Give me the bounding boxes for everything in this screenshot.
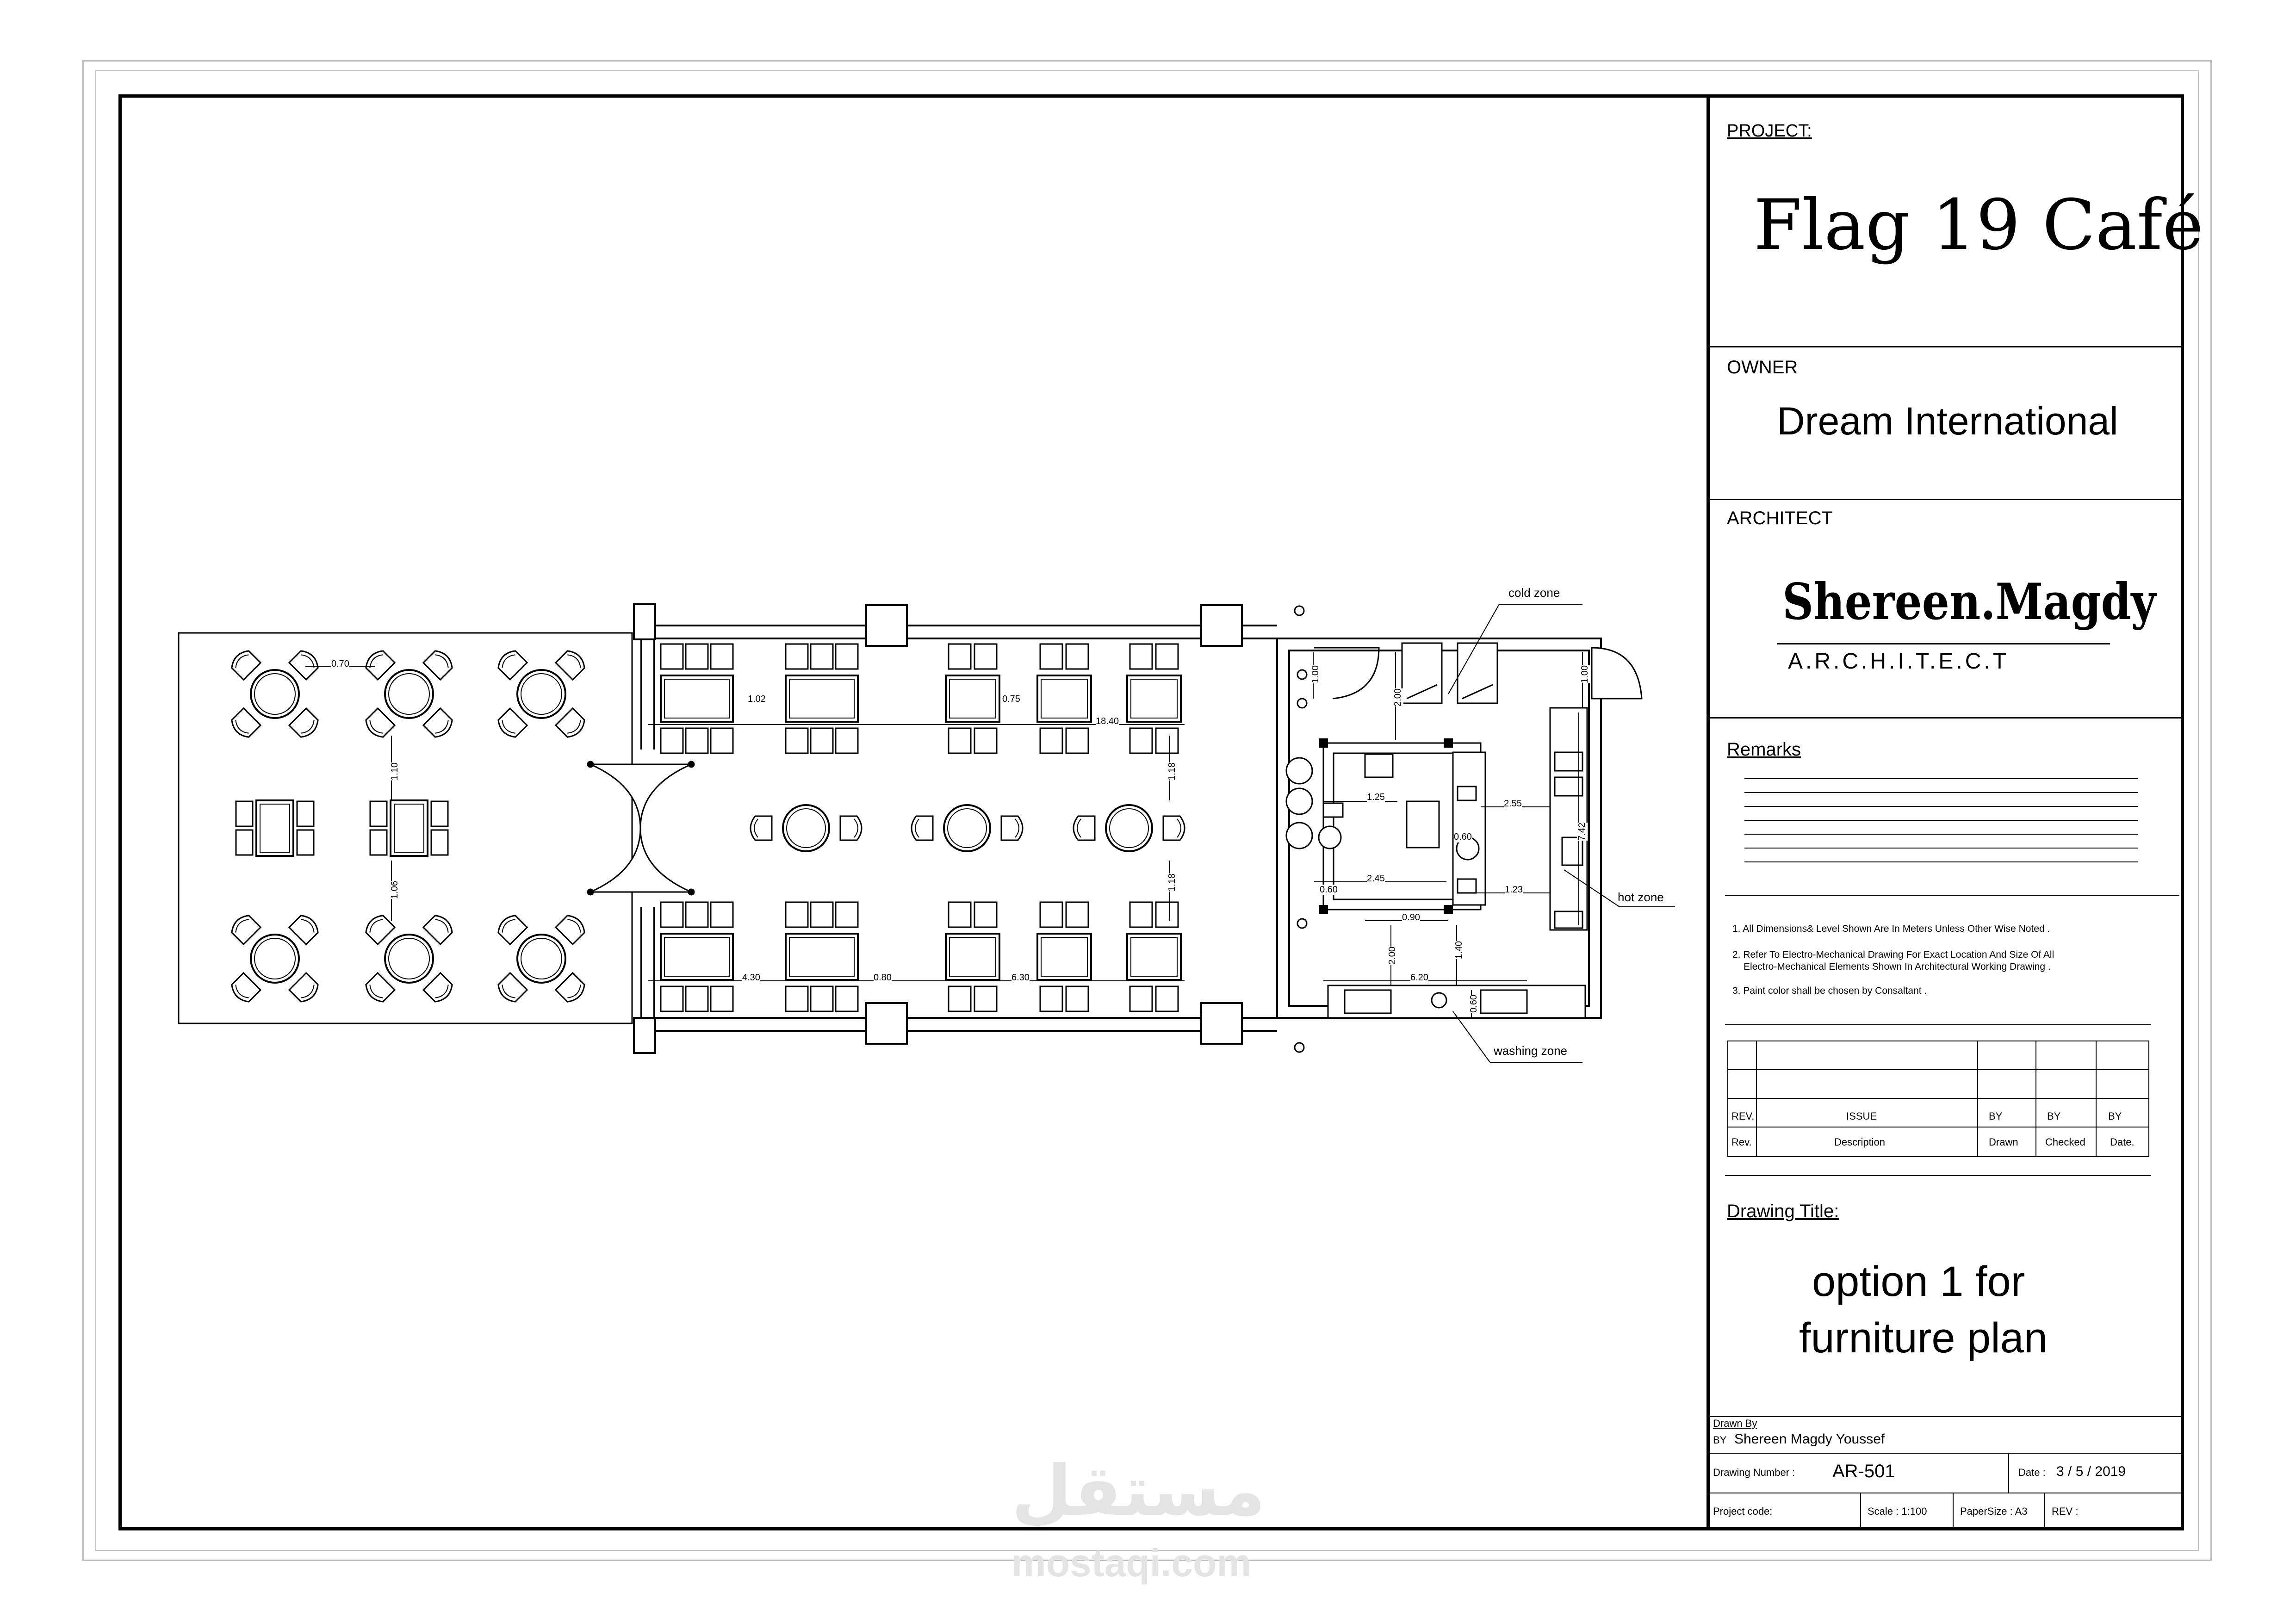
dim-label: 1.25 (1367, 792, 1385, 802)
rev-sub-description: Description (1834, 1136, 1886, 1148)
rev-header-issue: ISSUE (1846, 1110, 1877, 1122)
wall-pier (634, 1018, 655, 1053)
drawing-title-label: Drawing Title: (1727, 1201, 1839, 1221)
rev-sub-rev: Rev. (1731, 1136, 1752, 1148)
project-name: Flag 19 Café (1754, 185, 2204, 266)
dim-label: 7.42 (1576, 823, 1587, 841)
dim-label: 4.30 (742, 973, 760, 983)
dim-label: 1.18 (1167, 762, 1177, 781)
rev-header-by-date: BY (2108, 1110, 2122, 1122)
drawing-number: AR-501 (1832, 1461, 1895, 1481)
date-value: 3 / 5 / 2019 (2056, 1464, 2126, 1479)
drawn-by-name: Shereen Magdy Youssef (1734, 1431, 1885, 1447)
watermark-latin: mostaqi.com (1011, 1541, 1252, 1585)
dim-label: 2.45 (1367, 873, 1385, 884)
dim-label: 1.23 (1505, 885, 1523, 895)
dim-label: 1.10 (389, 762, 400, 781)
column (1201, 1003, 1242, 1044)
dim-label: 0.60 (1468, 995, 1479, 1013)
washing-zone-sinks (1328, 985, 1585, 1018)
dim-label: 2.55 (1504, 799, 1522, 809)
scale-label: Scale : 1:100 (1868, 1505, 1927, 1517)
dining-round-table (1074, 805, 1185, 851)
rev-sub-date: Date. (2110, 1136, 2135, 1148)
dining-round-table (751, 805, 862, 851)
kitchen-door (1592, 648, 1642, 699)
drawn-by-label: Drawn By (1713, 1418, 1757, 1429)
rev-header-by-drawn: BY (1989, 1110, 2003, 1122)
cold-zone-label: cold zone (1508, 586, 1560, 600)
drawing-number-label: Drawing Number : (1713, 1467, 1795, 1478)
owner-name: Dream International (1777, 399, 2118, 443)
note-3: 3. Paint color shall be chosen by Consaltant . (1732, 985, 1927, 996)
drawn-by-prefix: BY (1713, 1434, 1727, 1446)
dim-label: 6.20 (1410, 973, 1428, 983)
drawing-title-line2: furniture plan (1799, 1314, 2048, 1362)
dim-label: 18.40 (1096, 716, 1119, 726)
dining-booth (1037, 644, 1091, 753)
column (1201, 605, 1242, 646)
dining-booth (946, 902, 999, 1011)
dim-label: 1.18 (1167, 873, 1177, 892)
dining-booth (786, 902, 858, 1011)
owner-label: OWNER (1727, 357, 1798, 378)
dim-label: 2.00 (1392, 688, 1403, 706)
interior-door (1314, 648, 1379, 699)
dining-booth (1037, 902, 1091, 1011)
rev-label: REV : (2052, 1505, 2079, 1517)
washing-zone-label: washing zone (1494, 1044, 1567, 1058)
rev-header-by-checked: BY (2047, 1110, 2061, 1122)
dining-booth (661, 644, 733, 753)
dim-label: 1.00 (1579, 665, 1590, 683)
dim-label: 0.90 (1402, 912, 1420, 923)
architect-name: Shereen.Magdy (1782, 573, 2156, 631)
drawing-title-line1: option 1 for (1812, 1258, 2025, 1305)
dim-label: 1.02 (748, 694, 766, 704)
dim-label: 0.60 (1320, 885, 1338, 895)
dining-round-table (912, 805, 1023, 851)
remarks-label: Remarks (1727, 739, 1801, 760)
project-code-label: Project code: (1713, 1505, 1773, 1517)
architect-label: ARCHITECT (1727, 508, 1833, 528)
column (866, 605, 907, 646)
dim-label: 0.70 (331, 659, 349, 669)
rev-sub-drawn: Drawn (1989, 1136, 2018, 1148)
paper-size-label: PaperSize : A3 (1960, 1505, 2028, 1517)
note-2: 2. Refer To Electro-Mechanical Drawing For Exact Location And Size Of All (1732, 949, 2054, 960)
dining-booth (946, 644, 999, 753)
rev-header-rev: REV. (1731, 1110, 1755, 1122)
note-2-cont: Electro-Mechanical Elements Shown In Architectural Working Drawing . (1744, 961, 2051, 972)
architect-subtitle: A.R.C.H.I.T.E.C.T (1788, 649, 2010, 674)
dim-label: 2.00 (1387, 947, 1397, 965)
hot-zone-counter (1550, 708, 1587, 930)
watermark-arabic: مستقل (1011, 1451, 1266, 1531)
date-label: Date : (2018, 1467, 2046, 1478)
dim-label: 0.75 (1002, 694, 1020, 704)
dim-label: 6.30 (1011, 973, 1030, 983)
note-1: 1. All Dimensions& Level Shown Are In Meters Unless Other Wise Noted . (1732, 923, 2050, 934)
column (866, 1003, 907, 1044)
wall-pier (634, 604, 655, 639)
cold-zone-fridges (1402, 643, 1497, 703)
dim-label: 0.60 (1454, 832, 1472, 842)
dim-label: 1.06 (389, 881, 400, 899)
dining-booth (786, 644, 858, 753)
dining-booth (661, 902, 733, 1011)
dining-booth (1127, 644, 1181, 753)
project-label: PROJECT: (1727, 121, 1812, 141)
dim-label: 1.00 (1310, 665, 1321, 683)
rev-sub-checked: Checked (2045, 1136, 2085, 1148)
dim-label: 0.80 (874, 973, 892, 983)
dim-label: 1.40 (1453, 941, 1464, 959)
hot-zone-label: hot zone (1618, 890, 1664, 904)
dining-booth (1127, 902, 1181, 1011)
